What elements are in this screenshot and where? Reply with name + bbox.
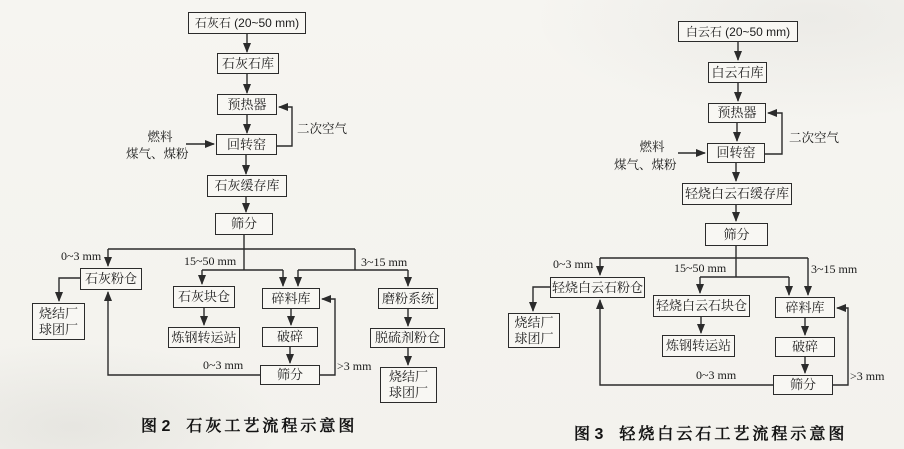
size-0-3mm-return-label: 0~3 mm — [203, 358, 244, 372]
sinter-plant-label: 烧结厂 — [388, 369, 428, 384]
node-preheater: 预热器 — [708, 103, 766, 123]
fig2-title: 石灰工艺流程示意图 — [186, 418, 358, 435]
size-0-3mm-label: 0~3 mm — [553, 257, 594, 271]
fig3-title: 轻烧白云石工艺流程示意图 — [619, 426, 848, 443]
node-screening-1: 筛分 — [705, 223, 768, 246]
node-desulfurizer-bin: 脱硫剂粉仓 — [370, 328, 445, 348]
node-screening-1: 筛分 — [215, 213, 273, 235]
size-3-15mm-label: 3~15 mm — [811, 262, 858, 276]
secondary-air-label: 二次空气 — [297, 122, 348, 136]
size-over-3mm-label: >3 mm — [337, 359, 372, 373]
node-lime-powder-bin: 石灰粉仓 — [80, 268, 142, 290]
node-scrap-store: 碎料库 — [775, 297, 835, 318]
node-lightburn-block-bin: 轻烧白云石块仓 — [653, 295, 750, 317]
fuel-types-label: 煤气、煤粉 — [126, 147, 189, 161]
node-preheater: 预热器 — [217, 94, 277, 115]
size-0-3mm-return-label: 0~3 mm — [696, 368, 737, 382]
fig3-number: 图 3 — [574, 426, 604, 443]
pellet-plant-label: 球团厂 — [388, 385, 428, 400]
node-lime-buffer: 石灰缓存库 — [207, 175, 287, 197]
sinter-plant-label: 烧结厂 — [514, 314, 554, 330]
node-screening-2: 筛分 — [773, 375, 833, 395]
pellet-plant-label: 球团厂 — [38, 321, 78, 337]
node-lightburn-powder-bin: 轻烧白云石粉仓 — [550, 277, 645, 298]
node-crushing: 破碎 — [775, 337, 835, 357]
node-scrap-store: 碎料库 — [262, 288, 320, 309]
size-0-3mm-label: 0~3 mm — [61, 249, 102, 263]
size-15-50mm-label: 15~50 mm — [184, 254, 237, 268]
size-over-3mm-label: >3 mm — [850, 369, 885, 383]
sinter-plant-label: 烧结厂 — [38, 305, 78, 321]
fuel-label: 燃料 — [639, 140, 665, 154]
node-steel-transfer-station: 炼钢转运站 — [662, 335, 735, 357]
fuel-types-label: 煤气、煤粉 — [614, 158, 677, 172]
node-limestone: 石灰石 (20~50 mm) — [188, 12, 306, 34]
node-dolomite-silo: 白云石库 — [708, 62, 767, 83]
fig2-number: 图 2 — [141, 418, 171, 435]
node-rotary-kiln: 回转窑 — [707, 143, 765, 163]
node-sinter-pellet-plant-a — [508, 313, 560, 348]
pellet-plant-label: 球团厂 — [514, 330, 554, 346]
size-15-50mm-label: 15~50 mm — [674, 261, 727, 275]
node-screening-2: 筛分 — [260, 365, 320, 385]
node-limestone-silo: 石灰石库 — [217, 53, 279, 74]
fig3-caption — [574, 421, 847, 444]
node-crushing: 破碎 — [262, 327, 318, 347]
size-3-15mm-label: 3~15 mm — [361, 255, 408, 269]
node-rotary-kiln: 回转窑 — [216, 134, 277, 155]
node-steel-transfer-station: 炼钢转运站 — [168, 327, 240, 348]
node-lime-block-bin: 石灰块仓 — [173, 286, 235, 308]
node-dolomite: 白云石 (20~50 mm) — [678, 21, 798, 42]
secondary-air-label: 二次空气 — [789, 131, 840, 145]
node-lightburn-buffer: 轻烧白云石缓存库 — [682, 183, 792, 205]
node-grinding-system: 磨粉系统 — [378, 288, 438, 309]
fuel-label: 燃料 — [147, 130, 173, 144]
